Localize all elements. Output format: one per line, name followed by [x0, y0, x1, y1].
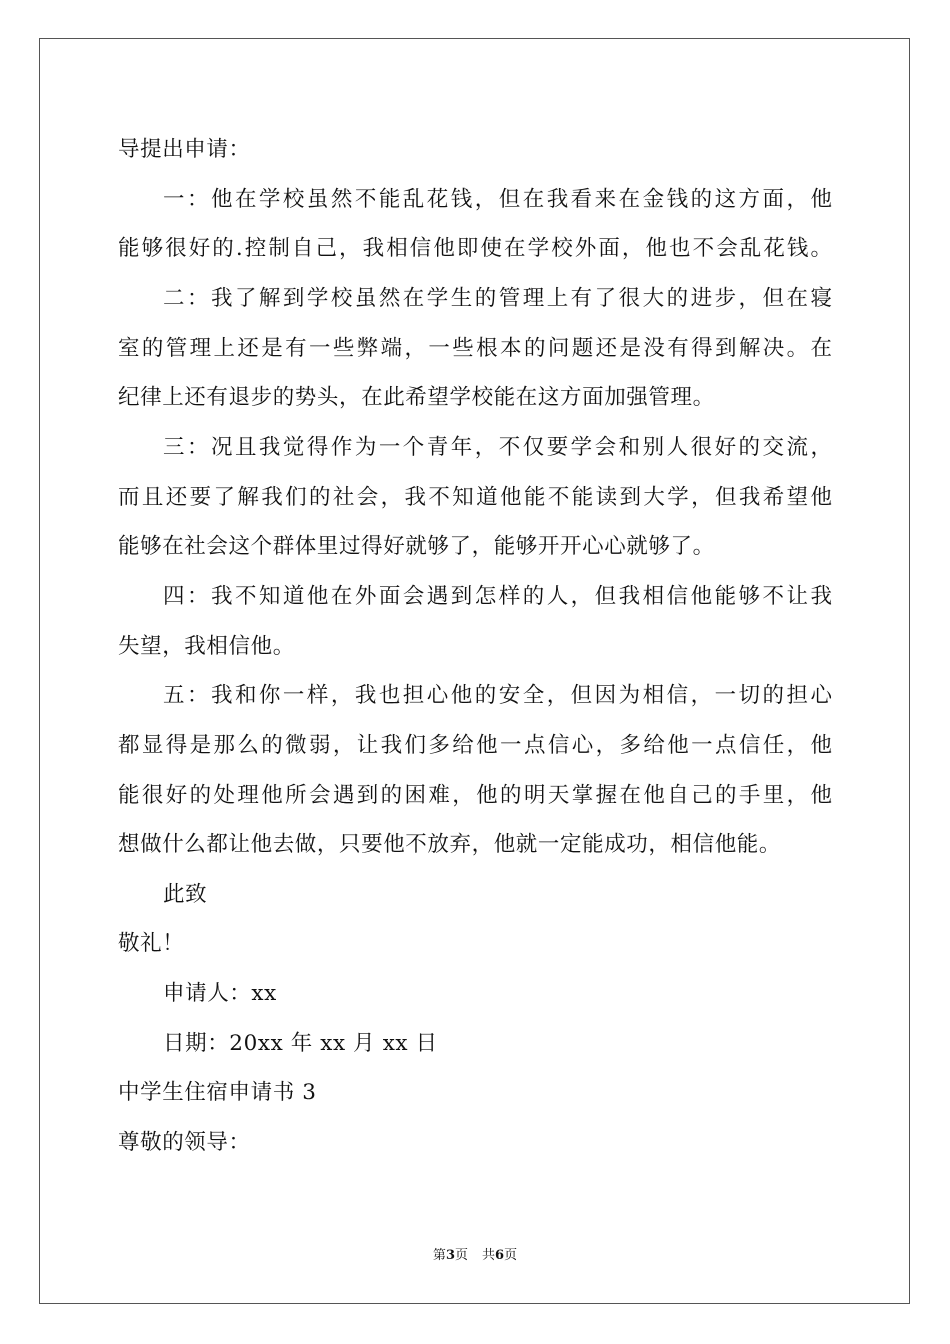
text-line-1: 导提出申请：: [118, 137, 251, 162]
footer-page-suffix: 页: [454, 1248, 468, 1263]
text-line-9: 能够在社会这个群体里过得好就够了，能够开开心心就够了。: [118, 534, 715, 559]
footer-page-prefix: 第: [432, 1248, 446, 1263]
text-line-3: 能够很好的.控制自己，我相信他即使在学校外面，他也不会乱花钱。: [118, 236, 832, 261]
page-footer: [0, 1247, 950, 1265]
footer-total-prefix: 共: [482, 1248, 496, 1263]
date-line: 日期：20xx 年 xx 月 xx 日: [163, 1031, 438, 1056]
text-line-2: 一：他在学校虽然不能乱花钱，但在我看来在金钱的这方面，他: [163, 187, 832, 212]
footer-page-current: 3: [445, 1248, 455, 1263]
page-border: [39, 38, 910, 1304]
footer-page-total: 6: [495, 1248, 505, 1263]
text-line-11: 失望，我相信他。: [118, 634, 295, 659]
text-line-7: 三：况且我觉得作为一个青年，不仅要学会和别人很好的交流，: [163, 435, 832, 460]
text-line-6: 纪律上还有退步的势头，在此希望学校能在这方面加强管理。: [118, 385, 715, 410]
text-line-5: 室的管理上还是有一些弊端，一些根本的问题还是没有得到解决。在: [118, 336, 832, 361]
text-line-8: 而且还要了解我们的社会，我不知道他能不能读到大学，但我希望他: [118, 485, 832, 510]
salutation: 尊敬的领导：: [118, 1130, 251, 1155]
footer-total-suffix: 页: [504, 1248, 518, 1263]
section-title: 中学生住宿申请书 3: [118, 1080, 317, 1105]
closing-jingli: 敬礼！: [118, 931, 185, 956]
text-line-10: 四：我不知道他在外面会遇到怎样的人，但我相信他能够不让我: [163, 584, 832, 609]
text-line-14: 能很好的处理他所会遇到的困难，他的明天掌握在他自己的手里，他: [118, 783, 832, 808]
applicant-line: 申请人：xx: [163, 981, 277, 1006]
closing-cizhi: 此致: [163, 882, 208, 907]
text-line-12: 五：我和你一样，我也担心他的安全，但因为相信，一切的担心: [163, 683, 832, 708]
text-line-15: 想做什么都让他去做，只要他不放弃，他就一定能成功，相信他能。: [118, 832, 782, 857]
text-line-4: 二：我了解到学校虽然在学生的管理上有了很大的进步，但在寝: [163, 286, 832, 311]
text-line-13: 都显得是那么的微弱，让我们多给他一点信心，多给他一点信任，他: [118, 733, 832, 758]
